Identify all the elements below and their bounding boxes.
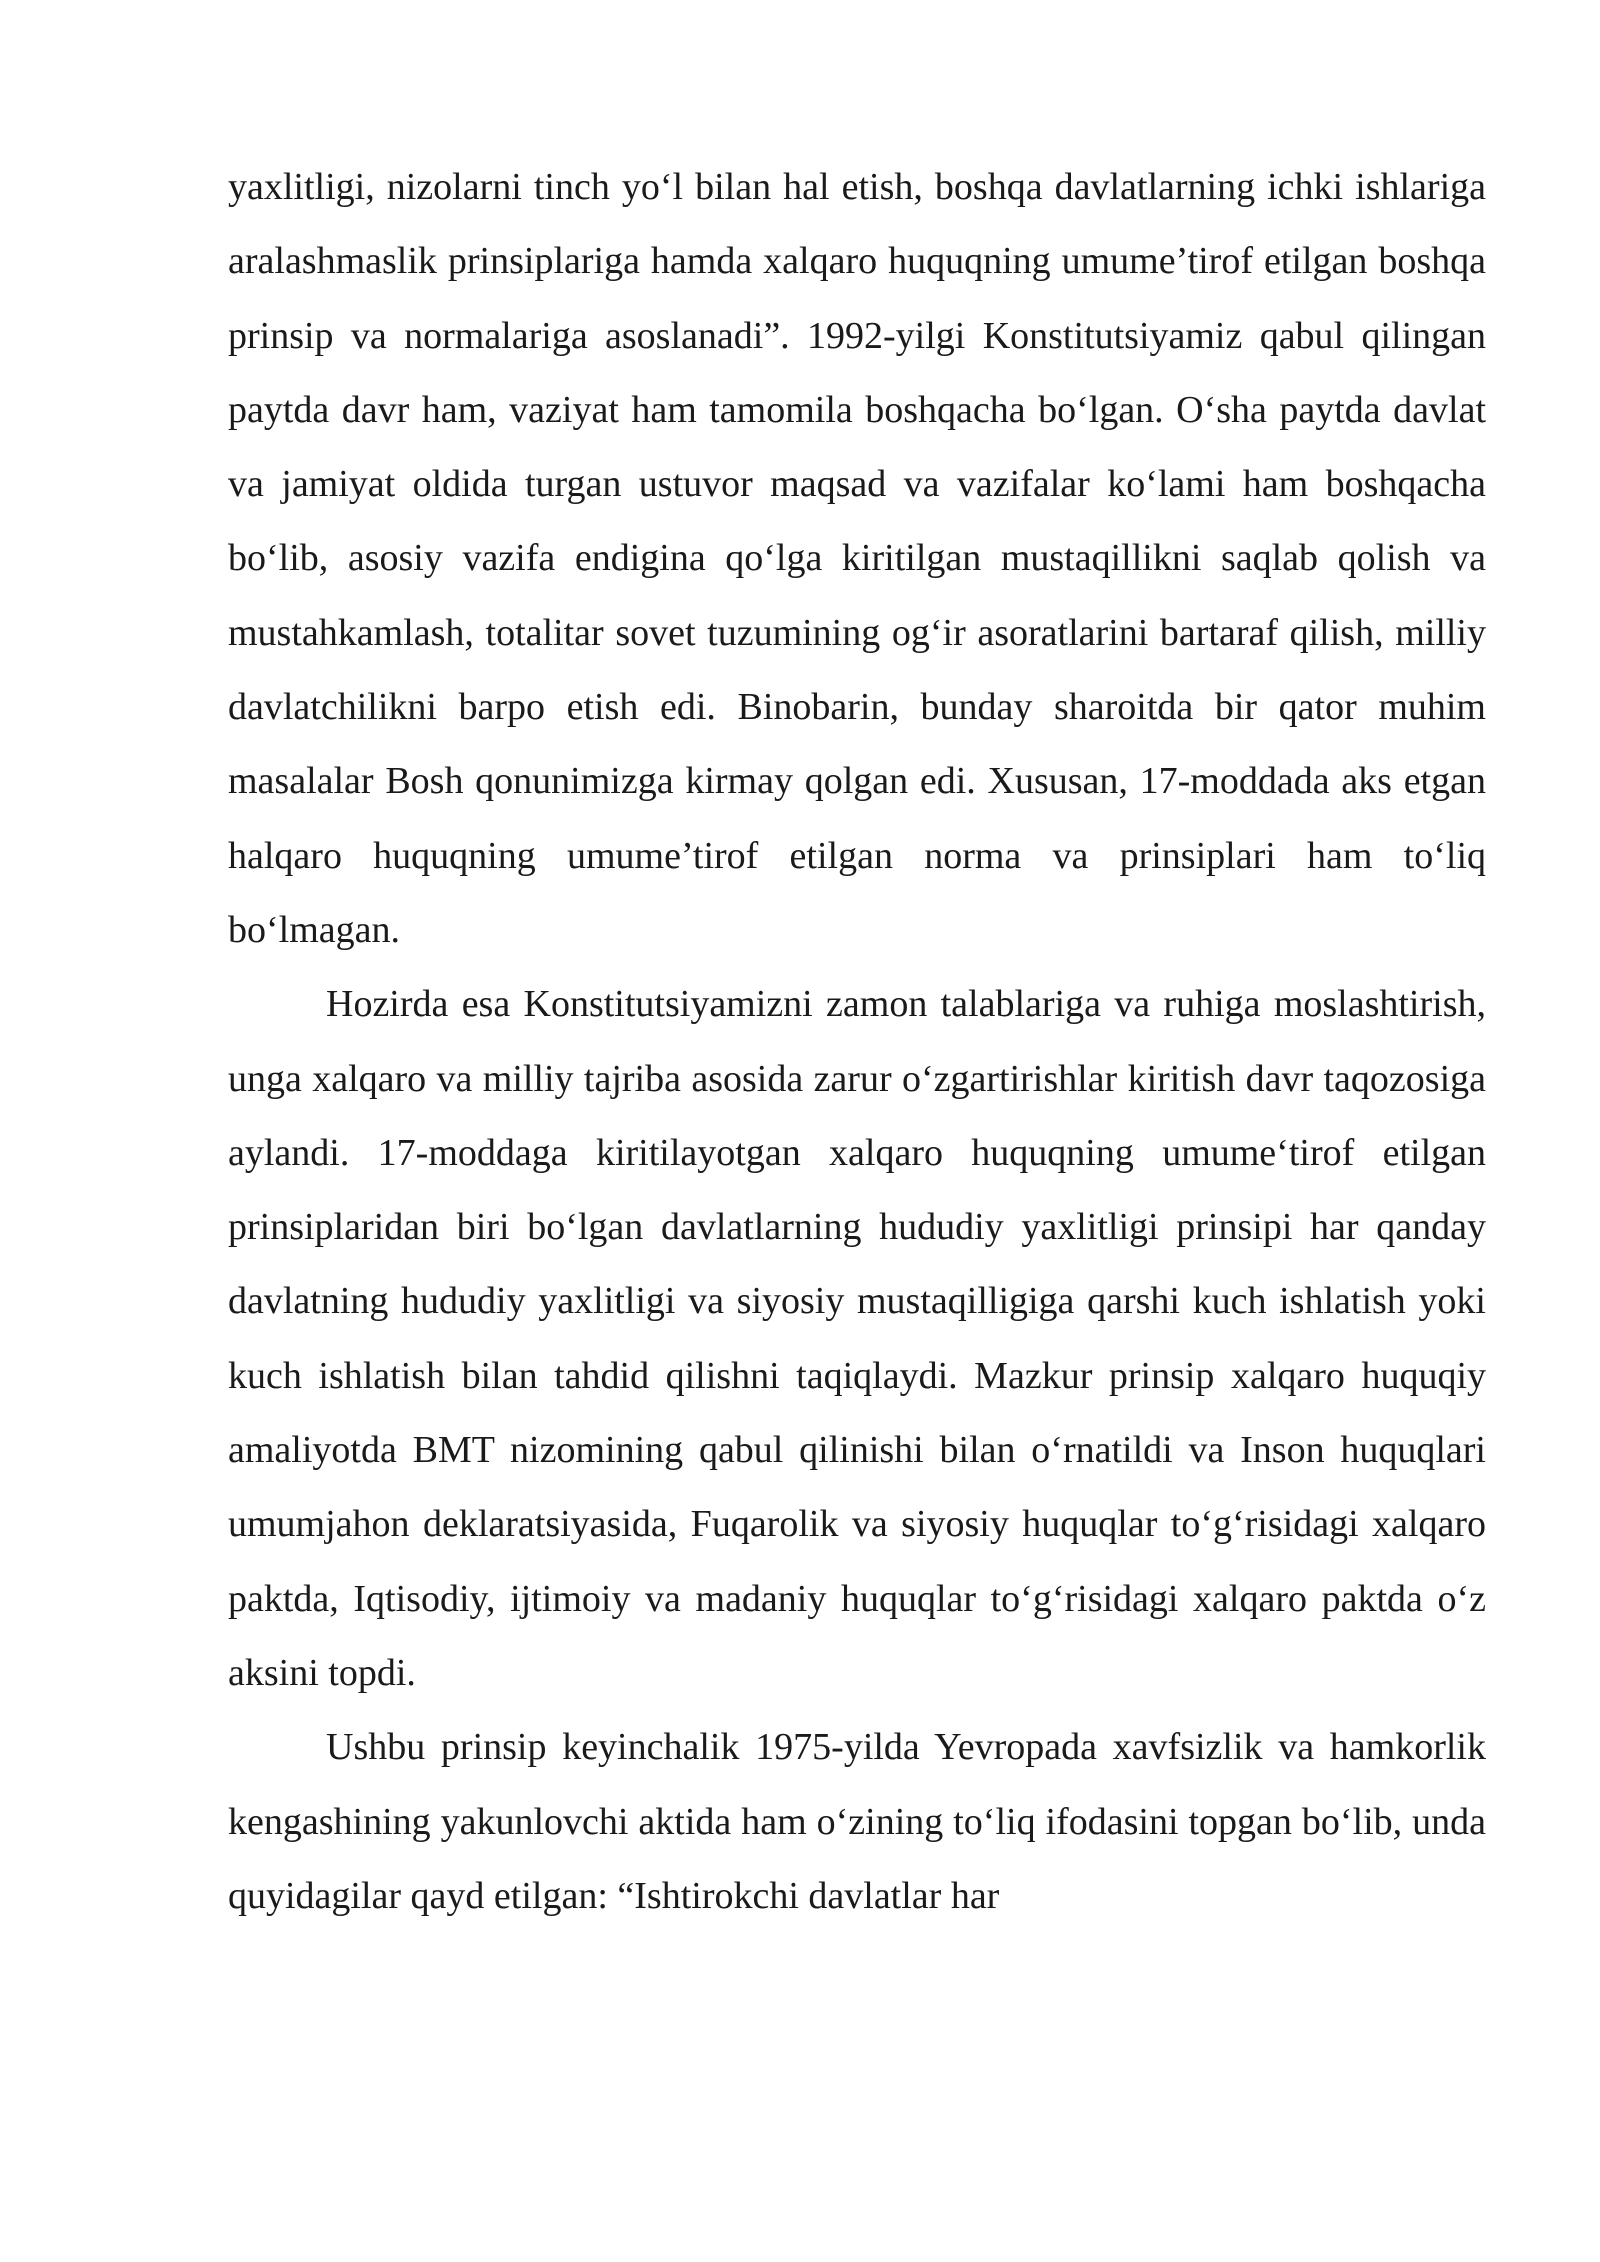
- paragraph-2: Hozirda esa Konstitutsiyamizni zamon talablariga va ruhiga moslashtirish, unga xalqaro va milliy tajriba asosida zarur o‘zgartirishlar kiritish davr taqozosiga aylandi. 17-moddaga kiritilayotgan xalqaro huquqning umume‘tirof etilgan prinsiplaridan biri bo‘lgan davlatlarning hududiy yaxlitligi prinsipi har qanday davlatning hududiy yaxlitligi va siyosiy mustaqilligiga qarshi kuch ishlatish yoki kuch ishlatish bilan tahdid qilishni taqiqlaydi. Mazkur prinsip xalqaro huquqiy amaliyotda BMT nizomining qabul qilinishi bilan o‘rnatildi va Inson huquqlari umumjahon deklaratsiyasida, Fuqarolik va siyosiy huquqlar to‘g‘risidagi xalqaro paktda, Iqtisodiy, ijtimoiy va madaniy huquqlar to‘g‘risidagi xalqaro paktda o‘z aksini topdi.: [228, 983, 1486, 1694]
- document-page: [228, 150, 1486, 1933]
- paragraph-1: yaxlitligi, nizolarni tinch yo‘l bilan hal etish, boshqa davlatlarning ichki ishlariga aralashmaslik prinsiplariga hamda xalqaro huquqning umume’tirof etilgan boshqa prinsip va normalariga asoslanadi”. 1992-yilgi Konstitutsiyamiz qabul qilingan paytda davr ham, vaziyat ham tamomila boshqacha bo‘lgan. O‘sha paytda davlat va jamiyat oldida turgan ustuvor maqsad va vazifalar ko‘lami ham boshqacha bo‘lib, asosiy vazifa endigina qo‘lga kiritilgan mustaqillikni saqlab qolish va mustahkamlash, totalitar sovet tuzumining og‘ir asoratlarini bartaraf qilish, milliy davlatchilikni barpo etish edi. Binobarin, bunday sharoitda bir qator muhim masalalar Bosh qonunimizga kirmay qolgan edi. Xususan, 17-moddada aks etgan halqaro huquqning umume’tirof etilgan norma va prinsiplari ham to‘liq bo‘lmagan.: [228, 166, 1486, 951]
- paragraph-3: Ushbu prinsip keyinchalik 1975-yilda Yevropada xavfsizlik va hamkorlik kengashining yakunlovchi aktida ham o‘zining to‘liq ifodasini topgan bo‘lib, unda quyidagilar qayd etilgan: “Ishtirokchi davlatlar har: [228, 1726, 1486, 1917]
